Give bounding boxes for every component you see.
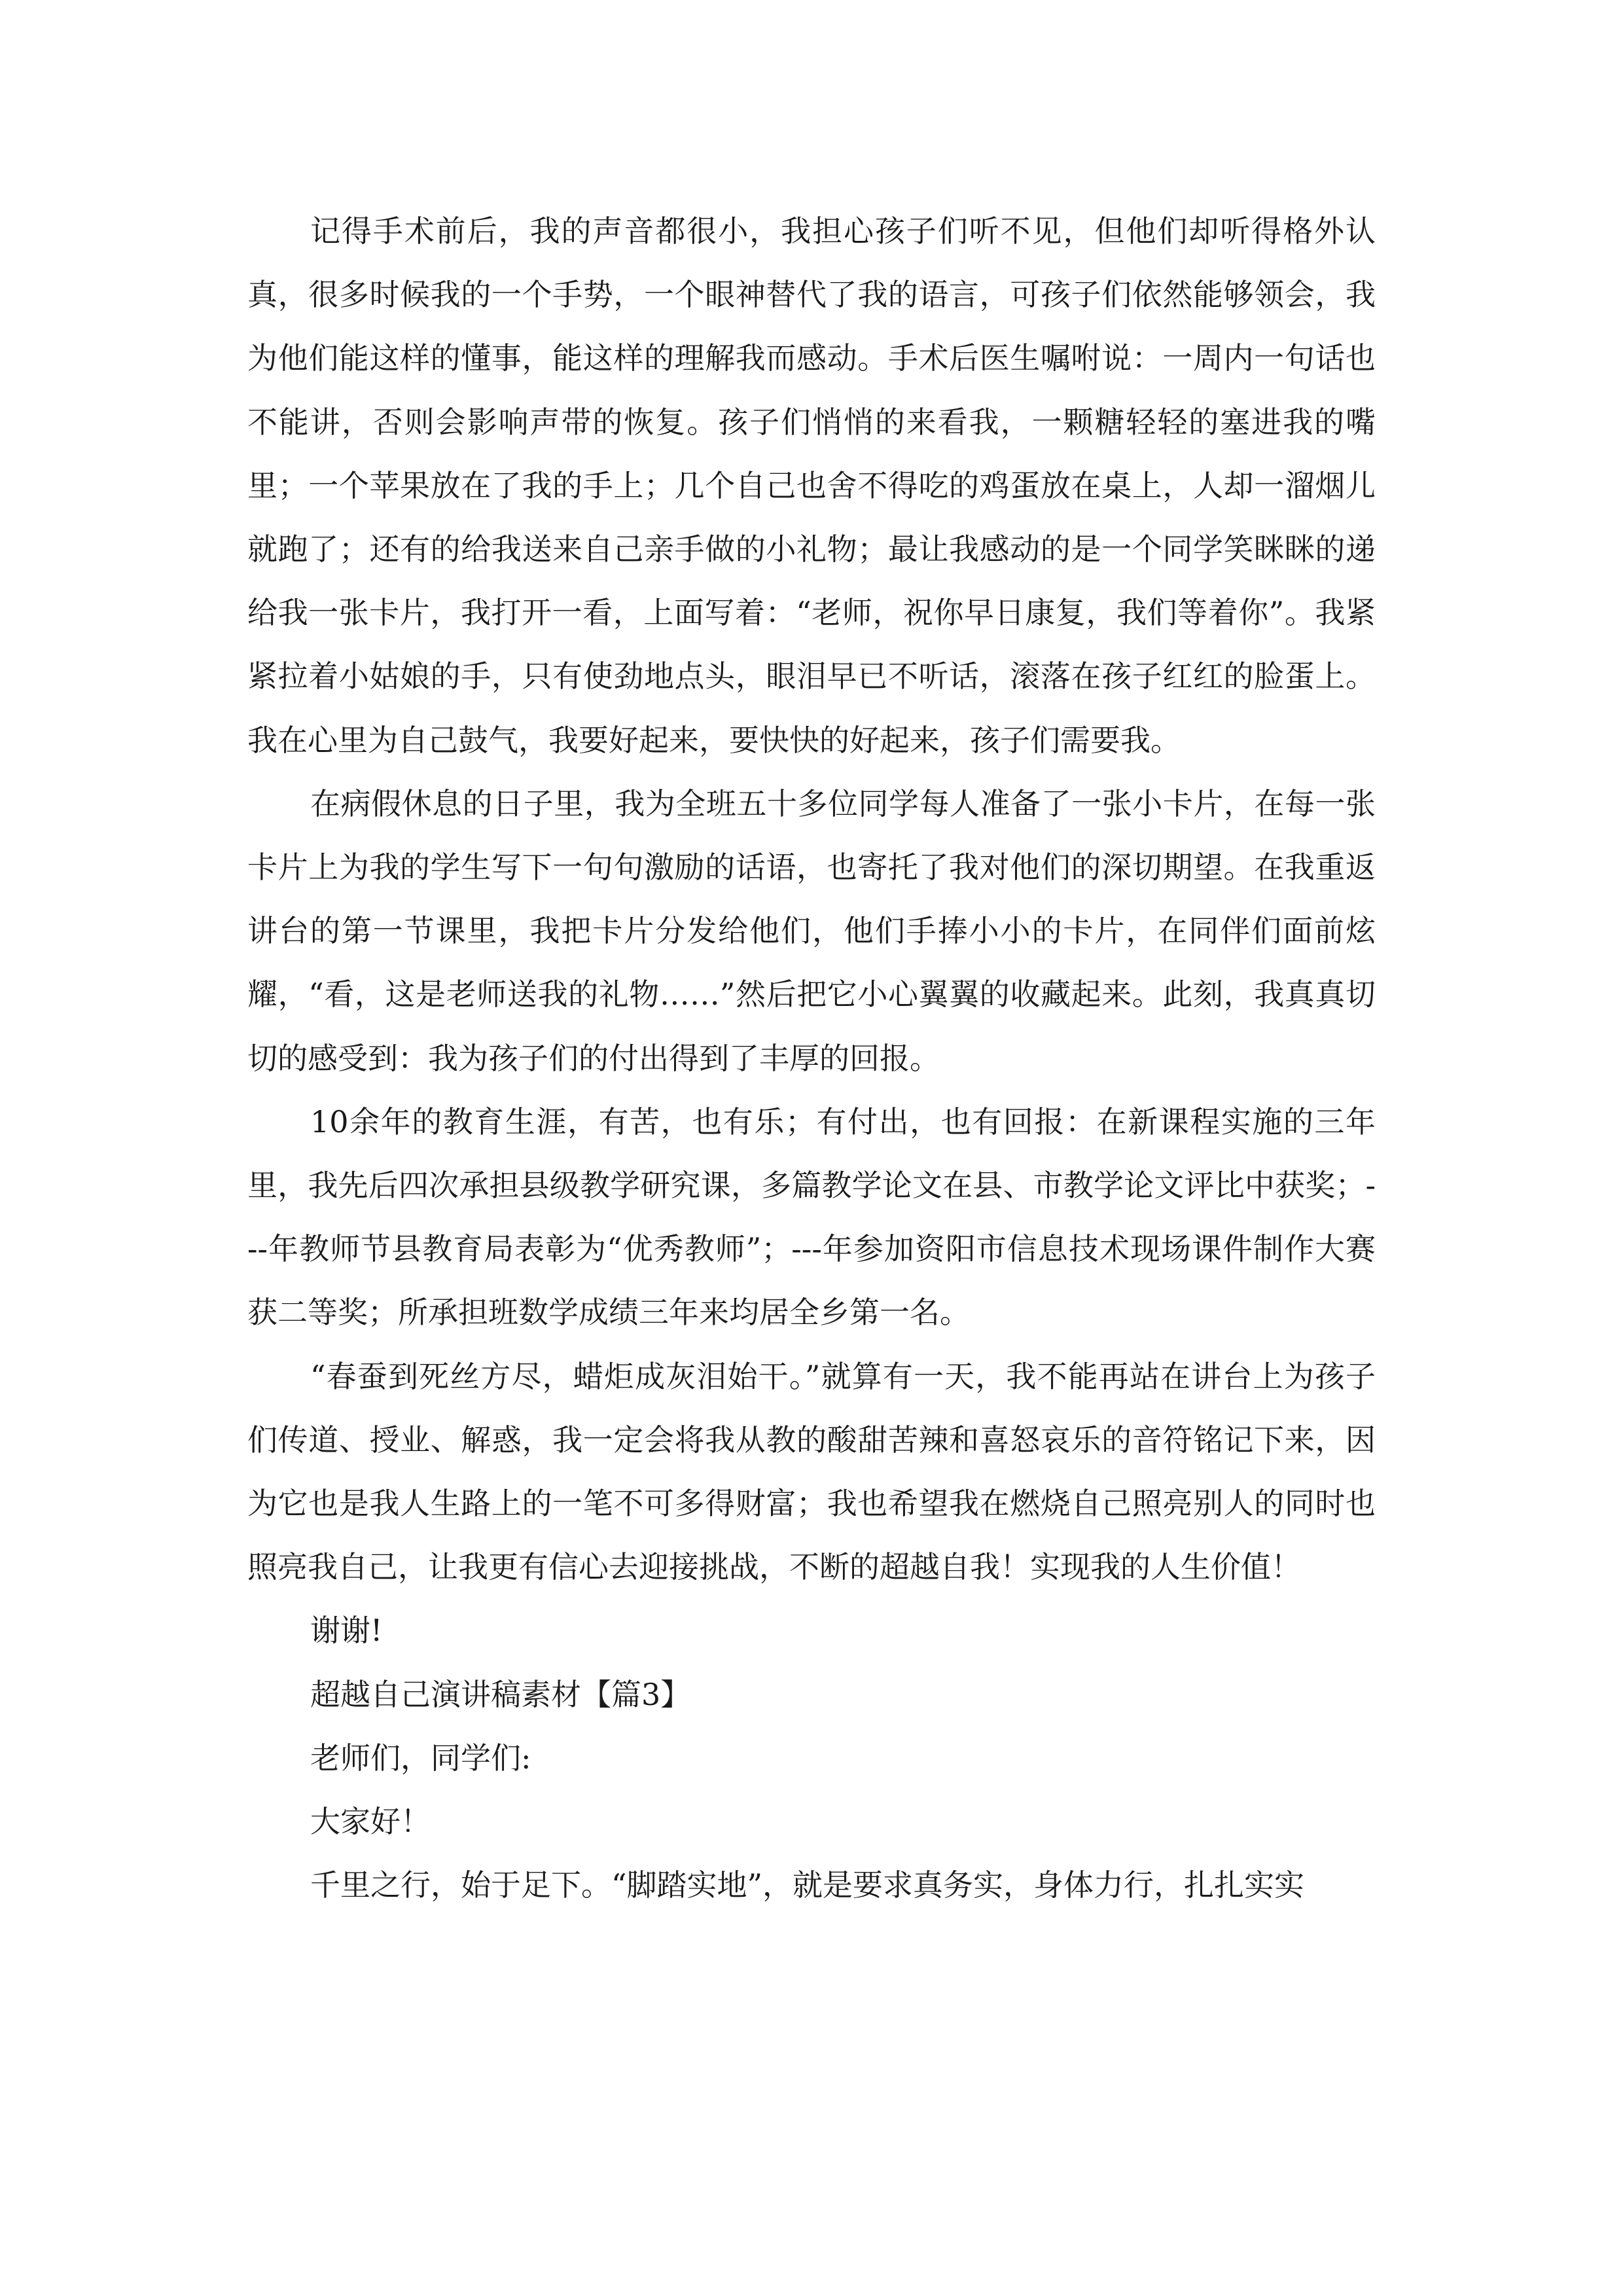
paragraph-silkworm: “春蚕到死丝方尽，蜡炬成灰泪始干。”就算有一天，我不能再站在讲台上为孩子们传道、授业、解惑，我一定会将我从教的酸甜苦辣和喜怒哀乐的音符铭记下来，因为它也是我人生路上的一笔不可多得财富；我也希望我在燃烧自己照亮别人的同时也照亮我自己，让我更有信心去迎接挑战，不断的超越自我！实现我的人生价值！: [247, 1358, 1376, 1585]
document-body: [247, 200, 1376, 1917]
paragraph-surgery: 记得手术前后，我的声音都很小，我担心孩子们听不见，但他们却听得格外认真，很多时候我的一个手势，一个眼神替代了我的语言，可孩子们依然能够领会，我为他们能这样的懂事，能这样的理解我而感动。手术后医生嘱咐说：一周内一句话也不能讲，否则会影响声带的恢复。孩子们悄悄的来看我，一颗糖轻轻的塞进我的嘴里；一个苹果放在了我的手上；几个自己也舍不得吃的鸡蛋放在桌上，人却一溜烟儿就跑了；还有的给我送来自己亲手做的小礼物；最让我感动的是一个同学笑眯眯的递给我一张卡片，我打开一看，上面写着：“老师，祝你早日康复，我们等着你”。我紧紧拉着小姑娘的手，只有使劲地点头，眼泪早已不听话，滚落在孩子红红的脸蛋上。我在心里为自己鼓气，我要好起来，要快快的好起来，孩子们需要我。: [247, 213, 1376, 758]
paragraph-journey: 千里之行，始于足下。“脚踏实地”，就是要求真务实，身体力行，扎扎实实: [310, 1867, 1305, 1903]
section-title: 超越自己演讲稿素材【篇3】: [310, 1676, 691, 1712]
paragraph-sick-leave: 在病假休息的日子里，我为全班五十多位同学每人准备了一张小卡片，在每一张卡片上为我的学生写下一句句激励的话语，也寄托了我对他们的深切期望。在我重返讲台的第一节课里，我把卡片分发给他们，他们手捧小小的卡片，在同伴们面前炫耀，“看，这是老师送我的礼物……”然后把它小心翼翼的收藏起来。此刻，我真真切切的感受到：我为孩子们的付出得到了丰厚的回报。: [247, 785, 1376, 1076]
greeting-line: 大家好！: [310, 1804, 431, 1840]
salutation-line: 老师们，同学们:: [310, 1740, 531, 1776]
paragraph-career: 10余年的教育生涯，有苦，也有乐；有付出，也有回报：在新课程实施的三年里，我先后四次承担县级教学研究课，多篇教学论文在县、市教学论文评比中获奖；---年教师节县教育局表彰为“优秀教师”；---年参加资阳市信息技术现场课件制作大赛获二等奖；所承担班数学成绩三年来均居全乡第一名。: [247, 1103, 1376, 1331]
thanks-line: 谢谢!: [310, 1613, 383, 1649]
